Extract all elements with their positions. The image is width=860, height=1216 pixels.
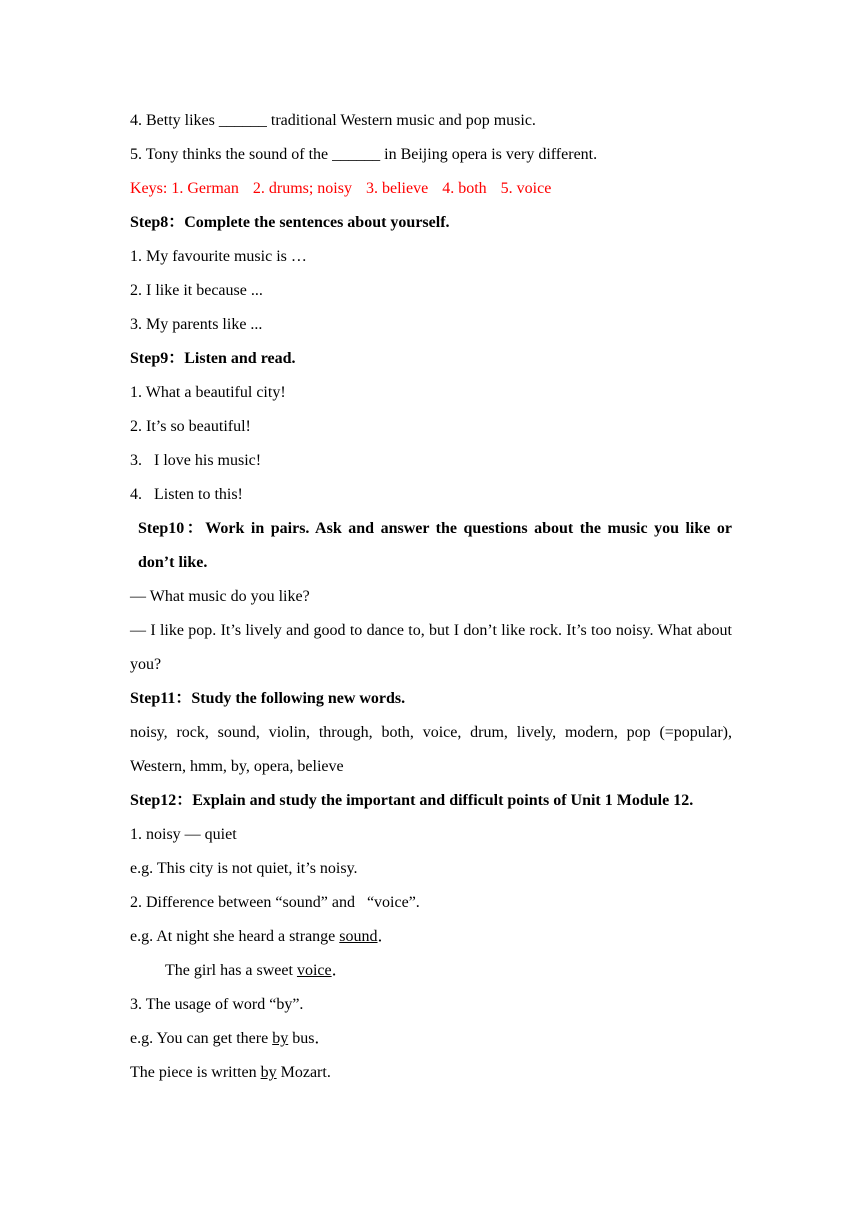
step8-line-2: 2. I like it because ... bbox=[130, 282, 263, 299]
key-2: 2. drums; noisy bbox=[252, 180, 352, 197]
example-punct: Mozart. bbox=[276, 1064, 331, 1081]
step10-answer: — I like pop. It’s lively and good to dance to, but I don’t like rock. It’s too noisy. What about you? bbox=[130, 622, 732, 673]
example-punct: ． bbox=[331, 962, 348, 979]
example-punct: ． bbox=[377, 928, 394, 945]
step10-heading: Step10：Work in pairs. Ask and answer the questions about the music you like or don’t like. bbox=[138, 520, 732, 571]
example-text: The girl has a sweet bbox=[165, 962, 297, 979]
answer-keys bbox=[130, 172, 732, 206]
point-2: 2. Difference between “sound” and “voice”. bbox=[130, 894, 420, 911]
document-page bbox=[130, 104, 732, 1090]
underlined-word: by bbox=[272, 1030, 289, 1047]
step9-line-1: 1. What a beautiful city! bbox=[130, 384, 286, 401]
key-4: 4. both bbox=[442, 180, 487, 197]
step11-words: noisy, rock, sound, violin, through, both, voice, drum, lively, modern, pop (=popular), Western, hmm, by, opera, believe bbox=[130, 724, 732, 775]
step8-heading: Step8：Complete the sentences about yourself. bbox=[130, 214, 450, 231]
point-3-example-2 bbox=[130, 1056, 732, 1090]
point-1: 1. noisy — quiet bbox=[130, 826, 237, 843]
point-1-example: e.g. This city is not quiet, it’s noisy. bbox=[130, 860, 358, 877]
underlined-word: by bbox=[260, 1064, 277, 1081]
example-punct: bus． bbox=[288, 1030, 331, 1047]
step11-heading: Step11：Study the following new words. bbox=[130, 690, 406, 707]
step8-line-1: 1. My favourite music is … bbox=[130, 248, 307, 265]
step12-heading: Step12：Explain and study the important and difficult points of Unit 1 Module 12. bbox=[130, 792, 694, 809]
example-text: The piece is written bbox=[130, 1064, 261, 1081]
example-text: e.g. At night she heard a strange bbox=[130, 928, 340, 945]
step8-line-3: 3. My parents like ... bbox=[130, 316, 263, 333]
underlined-word: sound bbox=[339, 928, 378, 945]
keys-label: Keys: bbox=[130, 180, 168, 197]
example-text: e.g. You can get there bbox=[130, 1030, 273, 1047]
question-4: 4. Betty likes ______ traditional Western music and pop music. bbox=[130, 112, 536, 129]
point-2-example-2 bbox=[130, 954, 732, 988]
point-3-example-1 bbox=[130, 1022, 732, 1056]
step9-line-3: 3. I love his music! bbox=[130, 452, 262, 469]
step9-line-2: 2. It’s so beautiful! bbox=[130, 418, 251, 435]
point-2-example-1 bbox=[130, 920, 732, 954]
key-3: 3. believe bbox=[365, 180, 429, 197]
point-3: 3. The usage of word “by”. bbox=[130, 996, 304, 1013]
underlined-word: voice bbox=[296, 962, 332, 979]
key-5: 5. voice bbox=[500, 180, 552, 197]
key-1: 1. German bbox=[171, 180, 239, 197]
step9-heading: Step9：Listen and read. bbox=[130, 350, 296, 367]
step9-line-4: 4. Listen to this! bbox=[130, 486, 243, 503]
question-5: 5. Tony thinks the sound of the ______ in Beijing opera is very different. bbox=[130, 146, 598, 163]
step10-question: — What music do you like? bbox=[130, 588, 310, 605]
